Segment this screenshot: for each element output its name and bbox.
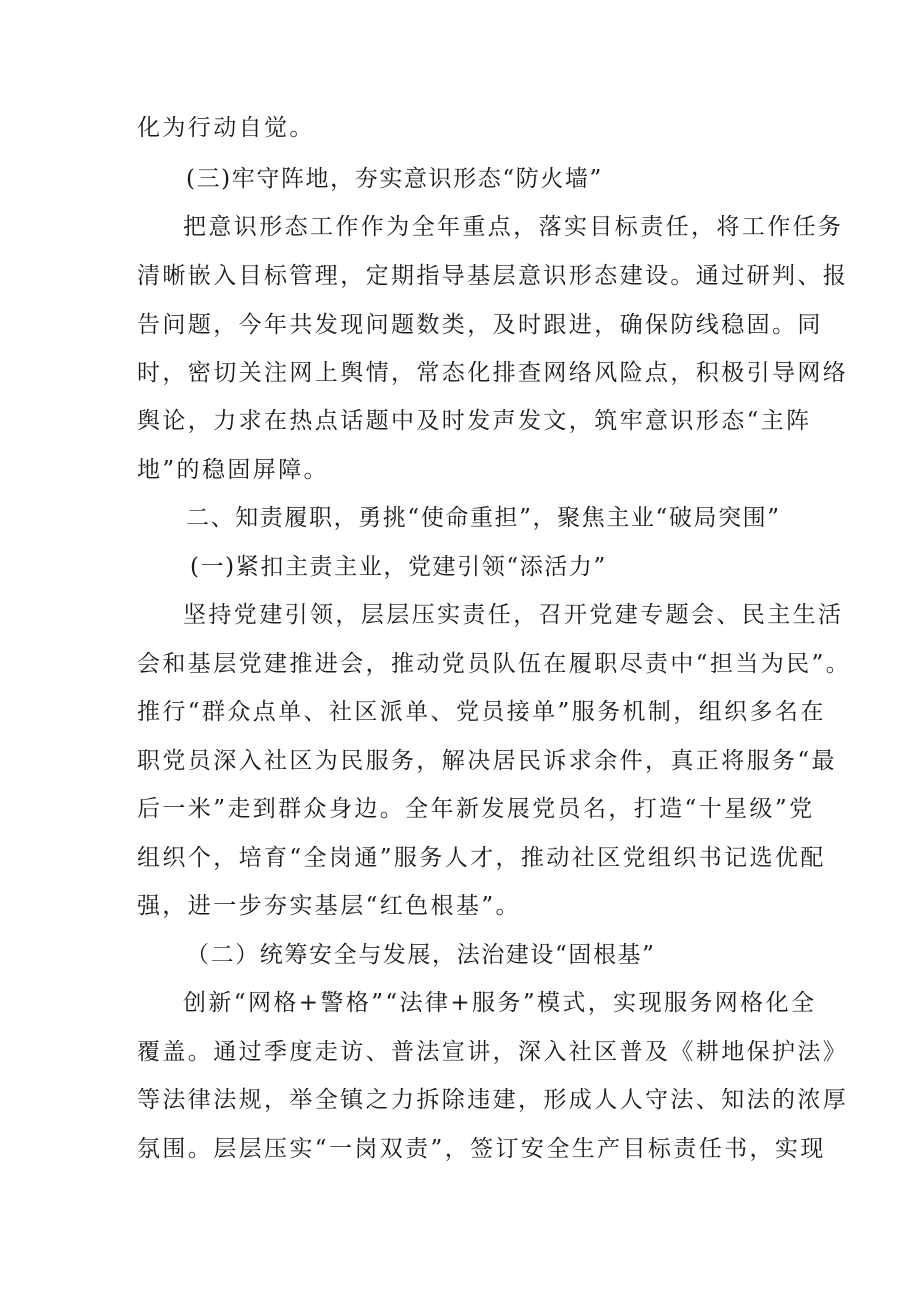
- paragraph-line: 职党员深入社区为民服务，解决居民诉求余件，真正将服务“最: [137, 748, 837, 774]
- paragraph-line: 坚持党建引领，层层压实责任，召开党建专题会、民主生活: [183, 602, 844, 628]
- section-heading: （二）统筹安全与发展，法治建设“固根基”: [186, 942, 656, 968]
- paragraph-line: 告问题，今年共发现问题数类，及时跟进，确保防线稳固。同: [137, 312, 823, 338]
- paragraph-line: 会和基层党建推进会，推动党员队伍在履职尽责中“担当为民”。: [137, 651, 852, 677]
- paragraph-line: 后一米”走到群众身边。全年新发展党员名，打造“十星级”党: [137, 796, 815, 822]
- chapter-heading: 二、知责履职，勇挑“使命重担”，聚焦主业“破局突围”: [186, 505, 781, 531]
- paragraph-line: 时，密切关注网上舆情，常态化排查网络风险点，积极引导网络: [137, 360, 849, 386]
- paragraph-line: 组织个，培育“全岗通”服务人才，推动社区党组织书记选优配: [137, 845, 826, 871]
- paragraph-line: 覆盖。通过季度走访、普法宣讲，深入社区普及《耕地保护法》: [137, 1039, 849, 1065]
- paragraph-line: 舆论，力求在热点话题中及时发声发文，筑牢意识形态“主阵: [137, 408, 812, 434]
- paragraph-line: 氛围。层层压实“一岗双责”，签订安全生产目标责任书，实现: [137, 1136, 826, 1162]
- paragraph-line: 清晰嵌入目标管理，定期指导基层意识形态建设。通过研判、报: [137, 263, 849, 289]
- paragraph-line: 把意识形态工作作为全年重点，落实目标责任，将工作任务: [183, 214, 844, 240]
- section-heading: (三)牢守阵地，夯实意识形态“防火墙”: [186, 166, 603, 192]
- paragraph-line: 推行“群众点单、社区派单、党员接单”服务机制，组织多名在: [137, 699, 826, 725]
- paragraph-line: 等法律法规，举全镇之力拆除违建，形成人人守法、知法的浓厚: [137, 1087, 849, 1113]
- paragraph-line: 强，进一步夯实基层“红色根基”。: [137, 893, 521, 919]
- paragraph-line: 地”的稳固屏障。: [137, 457, 329, 483]
- paragraph-line: 创新“网格+警格”“法律+服务”模式，实现服务网格化全: [183, 990, 817, 1016]
- paragraph-line: 化为行动自觉。: [137, 115, 315, 141]
- section-heading: (一)紧扣主责主业，党建引领“添活力”: [190, 554, 607, 580]
